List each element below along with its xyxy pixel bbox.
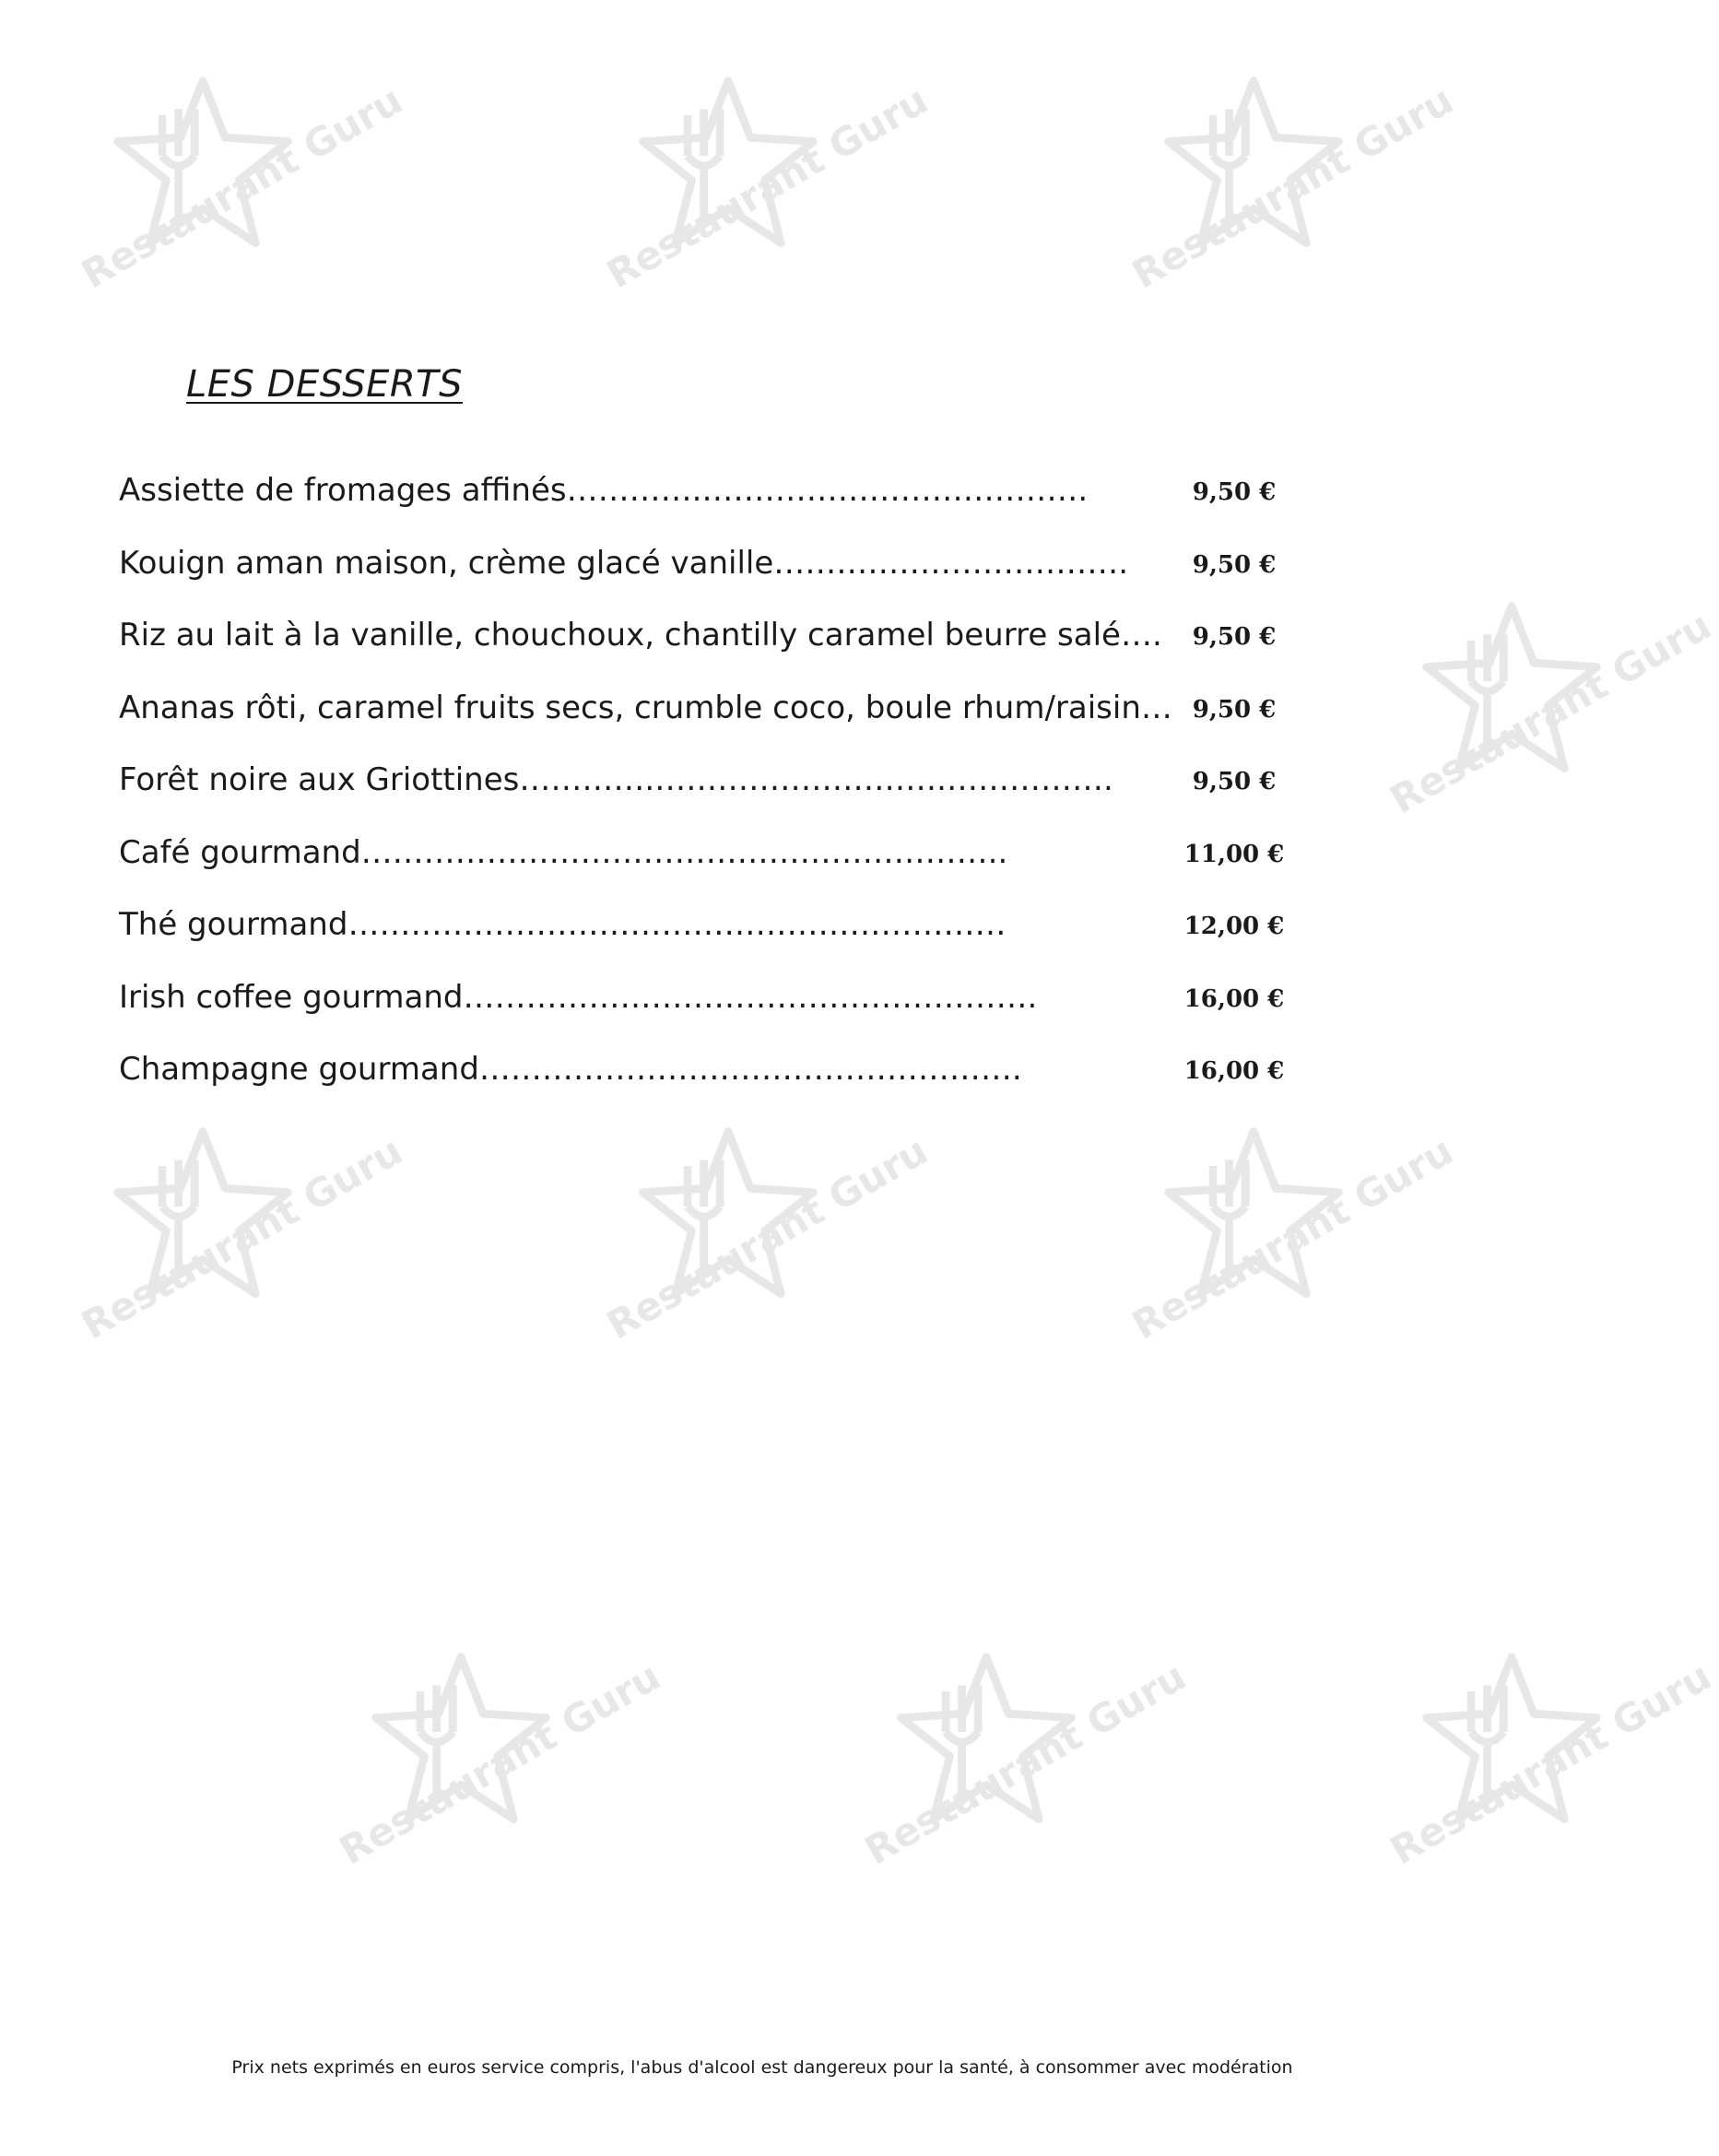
restaurant-guru-watermark bbox=[323, 1641, 668, 1945]
list-item bbox=[119, 615, 1317, 688]
restaurant-guru-watermark bbox=[590, 65, 936, 369]
footer-note: Prix nets exprimés en euros service compris, l'abus d'alcool est dangereux pour la santé, à consommer avec modération bbox=[231, 2057, 1293, 2078]
item-price: 9,50 € bbox=[1192, 695, 1277, 724]
list-item bbox=[119, 832, 1317, 905]
restaurant-guru-watermark bbox=[590, 1115, 936, 1420]
item-name: Champagne gourmand……………………………………………. bbox=[119, 1051, 1022, 1088]
item-name: Thé gourmand……………………………………………………… bbox=[119, 906, 1007, 943]
item-name: Kouign aman maison, crème glacé vanille……………………………. bbox=[119, 544, 1129, 582]
list-item bbox=[119, 470, 1317, 543]
item-price: 11,00 € bbox=[1183, 840, 1285, 868]
watermark-text: Restaurant Guru bbox=[74, 77, 410, 298]
restaurant-guru-watermark bbox=[1373, 590, 1719, 894]
item-name: Café gourmand…………………………………………………….. bbox=[119, 833, 1008, 871]
watermark-text: Restaurant Guru bbox=[1124, 1127, 1461, 1349]
dessert-list bbox=[119, 470, 1317, 1122]
item-name: Riz au lait à la vanille, chouchoux, chantilly caramel beurre salé…. bbox=[119, 617, 1162, 654]
watermark-text: Restaurant Guru bbox=[1124, 77, 1461, 298]
restaurant-guru-watermark bbox=[1373, 1641, 1719, 1945]
watermark-text: Restaurant Guru bbox=[1383, 602, 1719, 823]
item-price: 9,50 € bbox=[1192, 768, 1277, 795]
item-name: Irish coffee gourmand………………………………………………. bbox=[119, 978, 1038, 1016]
watermark-text: Restaurant Guru bbox=[74, 1127, 410, 1349]
item-price: 9,50 € bbox=[1192, 550, 1277, 579]
restaurant-guru-watermark bbox=[848, 1641, 1194, 1945]
restaurant-guru-watermark bbox=[1115, 1115, 1461, 1420]
list-item bbox=[119, 543, 1317, 616]
item-price: 9,50 € bbox=[1192, 478, 1277, 506]
list-item bbox=[119, 904, 1317, 977]
list-item bbox=[119, 688, 1317, 760]
item-price: 16,00 € bbox=[1183, 1057, 1285, 1085]
item-name: Assiette de fromages affinés………….………………………………. bbox=[119, 472, 1089, 509]
watermark-text: Restaurant Guru bbox=[599, 77, 936, 298]
restaurant-guru-watermark bbox=[65, 65, 410, 369]
item-name: Forêt noire aux Griottines………….……………………….……………. bbox=[119, 761, 1113, 798]
watermark-text: Restaurant Guru bbox=[599, 1127, 936, 1349]
restaurant-guru-watermark bbox=[65, 1115, 410, 1420]
watermark-text: Restaurant Guru bbox=[1383, 1653, 1719, 1874]
watermark-text: Restaurant Guru bbox=[857, 1653, 1194, 1874]
restaurant-guru-watermark bbox=[1115, 65, 1461, 369]
list-item bbox=[119, 977, 1317, 1050]
list-item bbox=[119, 760, 1317, 832]
item-name: Ananas rôti, caramel fruits secs, crumble coco, boule rhum/raisin… bbox=[119, 689, 1172, 726]
item-price: 12,00 € bbox=[1183, 913, 1285, 940]
item-price: 16,00 € bbox=[1183, 984, 1285, 1013]
item-price: 9,50 € bbox=[1192, 623, 1277, 651]
watermark-text: Restaurant Guru bbox=[332, 1653, 668, 1874]
menu-title: LES DESSERTS bbox=[186, 363, 463, 406]
list-item bbox=[119, 1049, 1317, 1122]
